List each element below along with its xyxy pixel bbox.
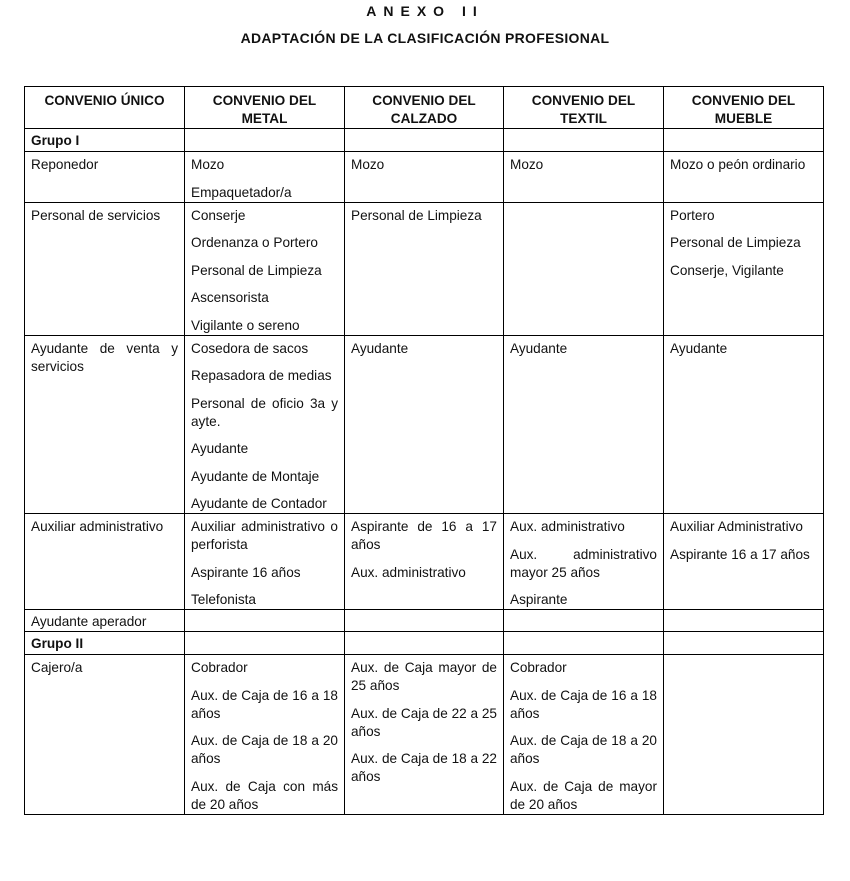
- cell-item: Aux. de Caja de 18 a 20 años: [510, 733, 657, 766]
- group-row: [25, 632, 824, 655]
- category-cell: [25, 335, 185, 514]
- classification-table: [24, 86, 824, 815]
- table-row: [25, 610, 824, 632]
- cell-item: Aux. de Caja de 16 a 18 años: [510, 687, 657, 721]
- column-header: CONVENIO ÚNICO: [25, 87, 185, 129]
- cell-item: Ayudante: [351, 340, 409, 356]
- equivalence-cell: [345, 152, 504, 203]
- cell-item: Aux. administrativo: [510, 519, 625, 534]
- cell-item: Auxiliar administrativo: [31, 519, 164, 534]
- equivalence-cell: [185, 202, 345, 335]
- cell-item: Reponedor: [31, 157, 99, 172]
- empty-cell: [504, 632, 664, 655]
- empty-cell: [185, 632, 345, 655]
- equivalence-cell: [345, 335, 504, 514]
- column-header: CONVENIO DEL MUEBLE: [664, 87, 824, 129]
- cell-item: Auxiliar administrativo o perforista: [191, 519, 338, 552]
- equivalence-cell: [345, 202, 504, 335]
- cell-item: Personal de servicios: [31, 207, 161, 223]
- equivalence-cell: [185, 610, 345, 632]
- cell-item: Aux. administrativo: [351, 564, 466, 580]
- cell-item: Cobrador: [191, 660, 248, 675]
- group-label: Grupo I: [25, 129, 185, 152]
- group-label: Grupo II: [25, 632, 185, 655]
- cell-item: Aux. de Caja de 18 a 22 años: [351, 751, 497, 784]
- cell-item: Ayudante: [670, 340, 728, 356]
- cell-item: Ayudante: [191, 441, 249, 456]
- cell-item: Personal de Limpieza: [191, 262, 322, 278]
- equivalence-cell: [664, 152, 824, 203]
- empty-cell: [664, 632, 824, 655]
- cell-item: Portero: [670, 207, 715, 223]
- cell-item: Mozo: [351, 157, 385, 172]
- table-body: [25, 129, 824, 815]
- cell-item: Personal de Limpieza: [670, 235, 801, 250]
- equivalence-cell: [504, 610, 664, 632]
- category-cell: [25, 202, 185, 335]
- cell-item: Vigilante o sereno: [191, 317, 300, 333]
- empty-cell: [185, 129, 345, 152]
- column-header: CONVENIO DEL METAL: [185, 87, 345, 129]
- equivalence-cell: [664, 655, 824, 815]
- category-cell: [25, 610, 185, 632]
- cell-item: Mozo: [510, 157, 544, 172]
- cell-item: Aux. de Caja de mayor de 20 años: [510, 778, 657, 812]
- equivalence-cell: [504, 335, 664, 514]
- empty-cell: [345, 129, 504, 152]
- document-title: ADAPTACIÓN DE LA CLASIFICACIÓN PROFESIONAL: [240, 30, 610, 46]
- equivalence-cell: [345, 655, 504, 815]
- empty-cell: [345, 632, 504, 655]
- cell-item: Mozo o peón ordinario: [670, 157, 806, 172]
- cell-item: Aux. administrativo mayor 25 años: [510, 546, 657, 580]
- table-row: [25, 655, 824, 815]
- cell-item: Ayudante: [510, 340, 568, 356]
- equivalence-cell: [504, 514, 664, 610]
- cell-item: Ordenanza o Portero: [191, 235, 318, 250]
- table-row: [25, 152, 824, 203]
- cell-item: Aux. de Caja mayor de 25 años: [351, 660, 497, 693]
- cell-item: Aspirante 16 a 17 años: [670, 546, 810, 562]
- empty-cell: [504, 129, 664, 152]
- cell-item: Aspirante de 16 a 17 años: [351, 519, 497, 552]
- cell-item: Aux. de Caja de 22 a 25 años: [351, 705, 497, 739]
- equivalence-cell: [185, 514, 345, 610]
- category-cell: [25, 152, 185, 203]
- equivalence-cell: [345, 514, 504, 610]
- category-cell: [25, 514, 185, 610]
- annex-heading: ANEXO II: [366, 3, 484, 19]
- cell-item: Aspirante: [510, 592, 568, 607]
- cell-item: Ayudante de Contador: [191, 496, 327, 511]
- group-row: [25, 129, 824, 152]
- equivalence-cell: [345, 610, 504, 632]
- cell-item: Cobrador: [510, 660, 567, 675]
- cell-item: Ayudante de venta y servicios: [31, 340, 178, 374]
- cell-item: Ayudante de Montaje: [191, 468, 320, 484]
- equivalence-cell: [664, 335, 824, 514]
- cell-item: Aux. de Caja de 18 a 20 años: [191, 733, 338, 766]
- cell-item: Ascensorista: [191, 290, 269, 305]
- cell-item: Personal de oficio 3a y ayte.: [191, 395, 338, 429]
- equivalence-cell: [504, 655, 664, 815]
- equivalence-cell: [504, 152, 664, 203]
- equivalence-cell: [664, 202, 824, 335]
- cell-item: Repasadora de medias: [191, 368, 332, 383]
- category-cell: [25, 655, 185, 815]
- table-row: [25, 202, 824, 335]
- equivalence-cell: [504, 202, 664, 335]
- cell-item: Ayudante aperador: [31, 614, 147, 629]
- cell-item: Aux. de Caja con más de 20 años: [191, 778, 338, 812]
- cell-item: Cajero/a: [31, 660, 83, 675]
- empty-cell: [664, 129, 824, 152]
- cell-item: Telefonista: [191, 592, 256, 607]
- cell-item: Aspirante 16 años: [191, 564, 301, 580]
- equivalence-cell: [664, 610, 824, 632]
- table-row: [25, 514, 824, 610]
- header-row: [25, 87, 824, 129]
- cell-item: Conserje, Vigilante: [670, 262, 784, 278]
- equivalence-cell: [185, 335, 345, 514]
- column-header: CONVENIO DEL TEXTIL: [504, 87, 664, 129]
- equivalence-cell: [185, 152, 345, 203]
- cell-item: Cosedora de sacos: [191, 340, 309, 356]
- equivalence-cell: [185, 655, 345, 815]
- cell-item: Empaquetador/a: [191, 184, 292, 200]
- cell-item: Personal de Limpieza: [351, 207, 482, 223]
- column-header: CONVENIO DEL CALZADO: [345, 87, 504, 129]
- table-row: [25, 335, 824, 514]
- cell-item: Aux. de Caja de 16 a 18 años: [191, 687, 338, 721]
- cell-item: Mozo: [191, 157, 225, 172]
- cell-item: Conserje: [191, 207, 246, 223]
- equivalence-cell: [664, 514, 824, 610]
- cell-item: Auxiliar Administrativo: [670, 519, 803, 534]
